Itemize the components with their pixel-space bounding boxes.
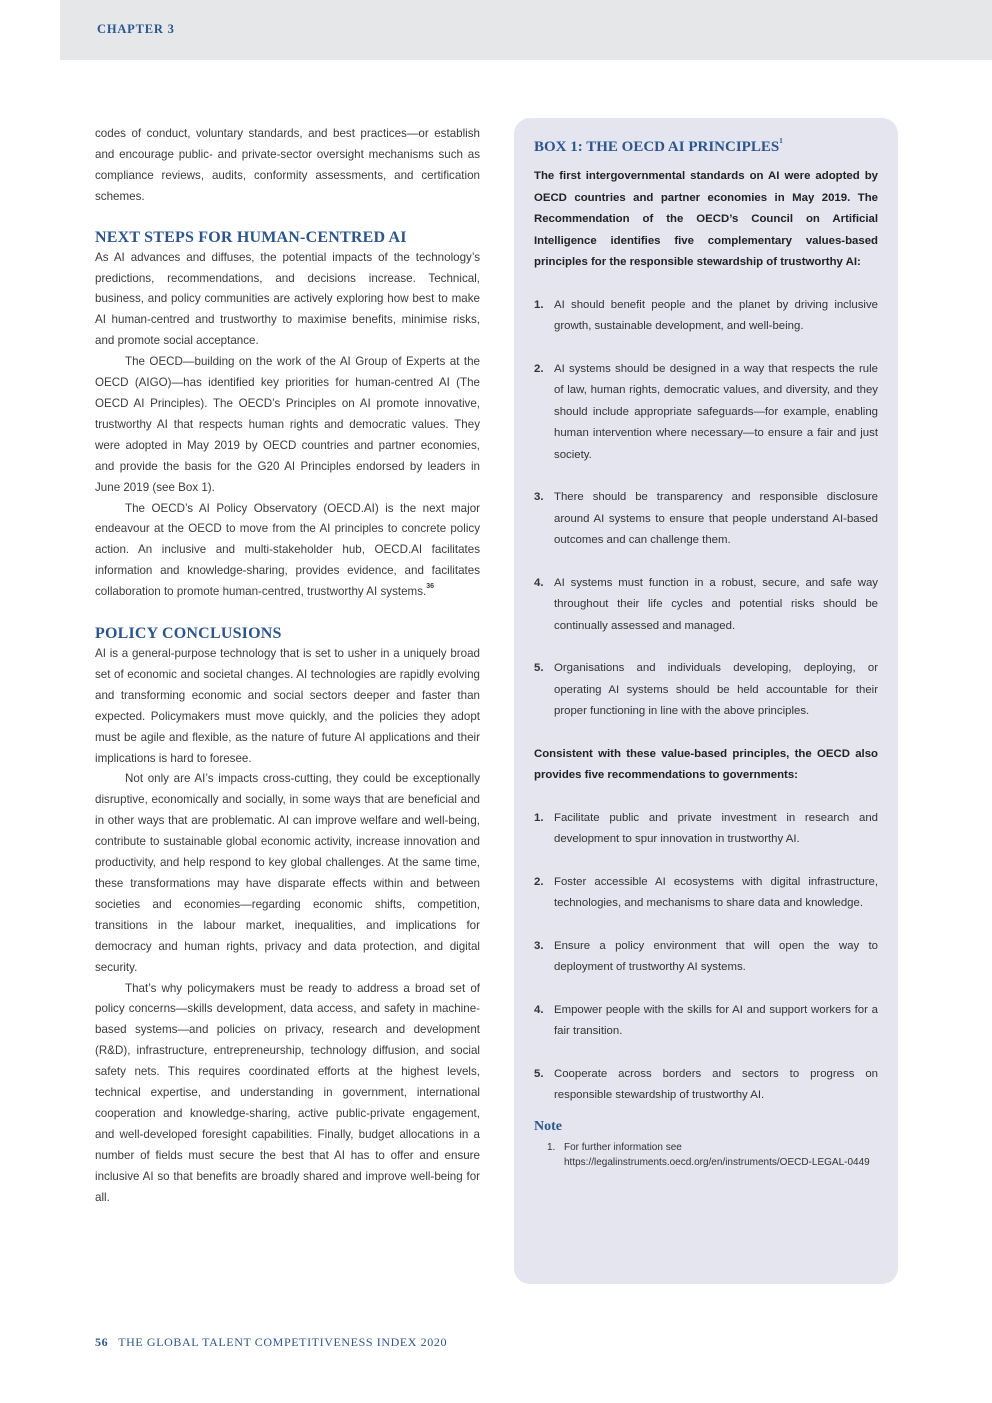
list-text: Foster accessible AI ecosystems with digital infrastructure, technologies, and mechanisms to share data and knowledge. — [554, 875, 878, 909]
principle-item — [534, 573, 878, 638]
policy-paragraph-3: That’s why policymakers must be ready to address a broad set of policy concerns—skills development, data access, and safety in machine-based systems—and policies on privacy, research and development (R&D), infrastructure, entrepreneurship, technology diffusion, and social safety nets. This requires coordinated efforts at the highest levels, technical expertise, and understanding in government, international cooperation and knowledge-sharing, active public-private engagement, and well-developed foresight capabilities. Finally, budget allocations in a number of fields must secure the best that AI has to offer and ensure inclusive AI so that benefits are broadly shared and improve well-being for all. — [95, 981, 480, 1204]
footnote-ref-36[interactable]: 36 — [426, 583, 435, 591]
policy-paragraph-1: AI is a general-purpose technology that is set to usher in a uniquely broad set of economic and societal changes. AI technologies are rapidly evolving and transforming economic and social sectors deeper and faster than expected. Policymakers must move quickly, and the policies they adopt must be agile and flexible, as the nature of future AI applications and their implications is hard to foresee. — [95, 647, 480, 765]
box-title — [534, 136, 878, 158]
page-number: 56 — [95, 1335, 109, 1349]
list-number: 2. — [534, 875, 544, 888]
next-steps-paragraph-1: As AI advances and diffuses, the potential impacts of the technology’s predictions, recommendations, and decisions increase. Technical, business, and policy communities are actively exploring how best to make AI human-centred and trustworthy to maximise benefits, minimise risks, and promote social acceptance. — [95, 250, 480, 348]
principle-item — [534, 295, 878, 338]
list-text: There should be transparency and responsible disclosure around AI systems to ensure that people understand AI-based outcomes and can challenge them. — [554, 491, 878, 546]
principles-list — [534, 295, 878, 723]
recommendation-item — [534, 808, 878, 851]
publication-title: THE GLOBAL TALENT COMPETITIVENESS INDEX 2020 — [118, 1335, 448, 1349]
next-steps-paragraph-3-text: The OECD’s AI Policy Observatory (OECD.AI) is the next major endeavour at the OECD to move from the AI principles to concrete policy action. An inclusive and multi-stakeholder hub, OECD.AI facilitates information and knowledge-sharing, provides evidence, and facilitates collaboration to promote human-centred, trustworthy AI systems. — [95, 501, 480, 599]
box-lead: The first intergovernmental standards on AI were adopted by OECD countries and partner economies in May 2019. The Recommendation of the OECD’s Council on Artificial Intelligence identifies five complementary values-based principles for the responsible stewardship of trustworthy AI: — [534, 170, 878, 268]
list-text: Ensure a policy environment that will open the way to deployment of trustworthy AI systems. — [554, 939, 878, 973]
list-number: 5. — [534, 1067, 544, 1080]
heading-next-steps: NEXT STEPS FOR HUMAN-CENTRED AI — [95, 228, 407, 246]
page-footer — [95, 1335, 447, 1350]
list-number: 1. — [534, 811, 544, 824]
header-bar — [60, 0, 992, 60]
heading-policy-conclusions: POLICY CONCLUSIONS — [95, 625, 282, 643]
list-text: AI systems must function in a robust, secure, and safe way throughout their life cycles and potential risks should be continually assessed and managed. — [554, 576, 878, 632]
principle-item — [534, 487, 878, 552]
list-text: Facilitate public and private investment in research and development to spur innovation in trustworthy AI. — [554, 811, 878, 845]
note-number: 1. — [547, 1141, 556, 1153]
list-text: AI systems should be designed in a way that respects the rule of law, human rights, democratic values, and diversity, and they should include appropriate safeguards—for example, enabling human intervention where necessary—to ensure a fair and just society. — [554, 362, 878, 461]
recommendation-item — [534, 936, 878, 979]
main-column — [95, 124, 480, 1209]
list-text: Cooperate across borders and sectors to progress on responsible stewardship of trustworthy AI. — [554, 1067, 878, 1101]
recommendations-list — [534, 808, 878, 1107]
box-footnote-ref[interactable]: 1 — [779, 137, 783, 145]
box-oecd-principles — [514, 118, 898, 1284]
list-number: 1. — [534, 298, 544, 311]
list-text: Organisations and individuals developing, deploying, or operating AI systems should be held accountable for their proper functioning in line with the above principles. — [554, 662, 878, 717]
box-content — [534, 136, 878, 1170]
box-lead-recommendations: Consistent with these value-based principles, the OECD also provides five recommendations to governments: — [534, 747, 878, 781]
recommendation-item — [534, 872, 878, 915]
chapter-label: CHAPTER 3 — [97, 22, 175, 36]
note-heading: Note — [534, 1118, 562, 1134]
principle-item — [534, 359, 878, 467]
list-text: AI should benefit people and the planet by driving inclusive growth, sustainable development, and well-being. — [554, 298, 878, 332]
list-number: 3. — [534, 491, 544, 503]
principle-item — [534, 658, 878, 723]
recommendation-item — [534, 1000, 878, 1043]
list-number: 4. — [534, 576, 544, 589]
note-text: For further information see https://legalinstruments.oecd.org/en/instruments/OECD-LEGAL-0449 — [564, 1141, 870, 1168]
recommendation-item — [534, 1064, 878, 1107]
list-number: 4. — [534, 1003, 544, 1016]
policy-paragraph-2: Not only are AI’s impacts cross-cutting, they could be exceptionally disruptive, economically and socially, in some ways that are beneficial and in other ways that are problematic. AI can improve welfare and well-being, contribute to sustainable global economic activity, increase innovation and productivity, and help respond to key global challenges. At the same time, these transformations may have disparate effects within and between societies and economies—regarding economic shifts, competition, transitions in the labour market, inequalities, and implications for democracy and human rights, privacy and data protection, and digital security. — [95, 772, 480, 974]
box-title-text: BOX 1: THE OECD AI PRINCIPLES — [534, 139, 780, 155]
intro-paragraph: codes of conduct, voluntary standards, and best practices—or establish and encourage public- and private-sector oversight mechanisms such as compliance reviews, audits, conformity assessments, and certification schemes. — [95, 127, 480, 203]
note-item — [534, 1140, 878, 1170]
list-text: Empower people with the skills for AI and support workers for a fair transition. — [554, 1003, 878, 1037]
list-number: 3. — [534, 939, 544, 952]
list-number: 2. — [534, 362, 544, 375]
next-steps-paragraph-3 — [95, 499, 480, 604]
list-number: 5. — [534, 662, 544, 674]
next-steps-paragraph-2: The OECD—building on the work of the AI Group of Experts at the OECD (AIGO)—has identified key priorities for human-centred AI (The OECD AI Principles). The OECD’s Principles on AI promote innovative, trustworthy AI that respects human rights and democratic values. They were adopted in May 2019 by OECD countries and partner economies, and provide the basis for the G20 AI Principles endorsed by leaders in June 2019 (see Box 1). — [95, 355, 480, 494]
